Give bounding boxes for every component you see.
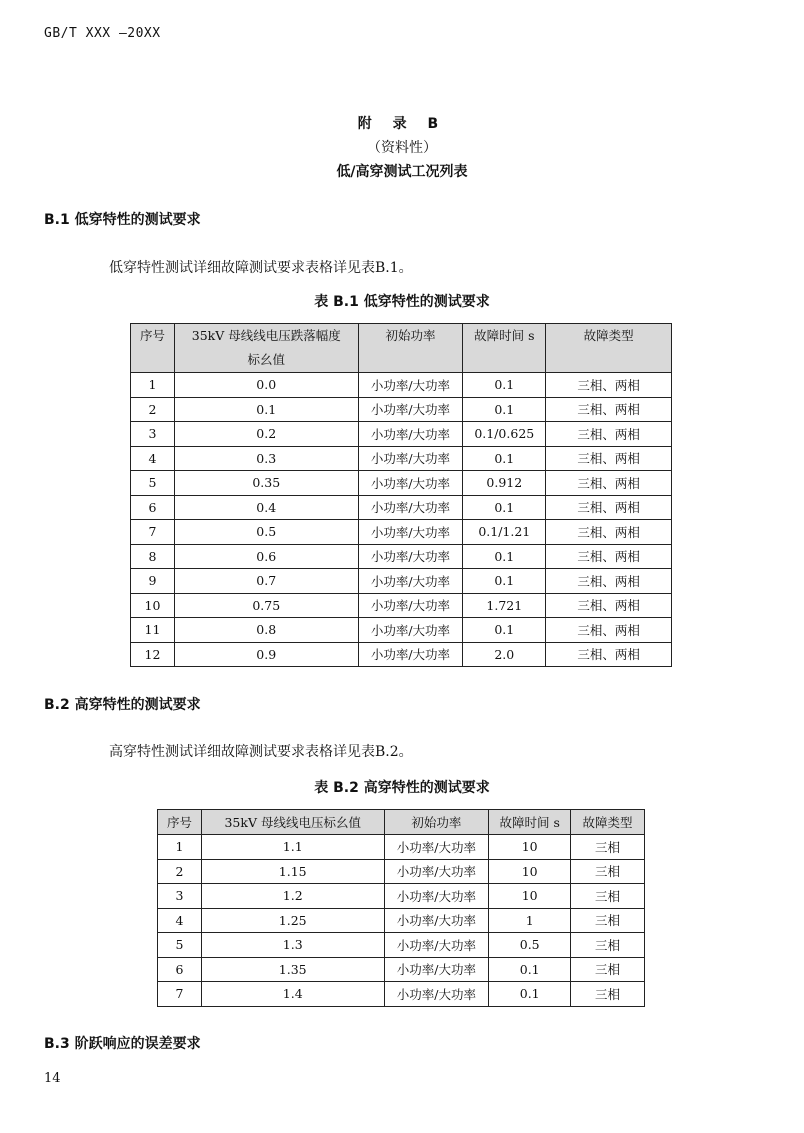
cell: 1 (158, 835, 202, 860)
appendix-name: 低/高穿测试工况列表 (336, 164, 468, 180)
cell: 小功率/大功率 (358, 373, 463, 398)
table-row (131, 593, 672, 618)
cell: 小功率/大功率 (358, 569, 463, 594)
cell: 小功率/大功率 (384, 859, 489, 884)
cell: 1.35 (201, 957, 384, 982)
cell: 7 (131, 520, 175, 545)
cell: 三相 (571, 835, 645, 860)
table-b1 (130, 323, 672, 667)
table-row (131, 471, 672, 496)
cell: 三相、两相 (546, 495, 672, 520)
cell: 三相、两相 (546, 520, 672, 545)
cell: 小功率/大功率 (384, 982, 489, 1007)
cell: 三相 (571, 884, 645, 909)
cell: 小功率/大功率 (358, 446, 463, 471)
table-row (158, 908, 645, 933)
cell: 三相、两相 (546, 618, 672, 643)
cell: 0.1 (463, 373, 546, 398)
cell: 0.3 (174, 446, 358, 471)
table-b2-col-index: 序号 (158, 810, 202, 835)
cell: 小功率/大功率 (384, 908, 489, 933)
cell: 三相 (571, 957, 645, 982)
cell: 4 (158, 908, 202, 933)
cell: 三相、两相 (546, 422, 672, 447)
cell: 2 (131, 397, 175, 422)
cell: 0.1 (489, 982, 571, 1007)
table-row (131, 569, 672, 594)
cell: 三相 (571, 908, 645, 933)
cell: 三相、两相 (546, 569, 672, 594)
cell: 1.2 (201, 884, 384, 909)
table-b1-caption: 表 B.1 低穿特性的测试要求 (314, 294, 490, 310)
cell: 三相 (571, 933, 645, 958)
cell: 3 (131, 422, 175, 447)
cell: 0.1 (463, 618, 546, 643)
section-b3-heading: B.3 阶跃响应的误差要求 (44, 1036, 201, 1052)
cell: 0.1 (489, 957, 571, 982)
table-row (158, 884, 645, 909)
table-row (158, 957, 645, 982)
cell: 0.1 (463, 569, 546, 594)
cell: 0.4 (174, 495, 358, 520)
cell: 5 (131, 471, 175, 496)
cell: 10 (131, 593, 175, 618)
table-b1-col-voltage-drop: 35kV 母线线电压跌落幅度标幺值 (174, 324, 358, 373)
cell: 1.25 (201, 908, 384, 933)
cell: 7 (158, 982, 202, 1007)
cell: 三相、两相 (546, 471, 672, 496)
table-row (131, 618, 672, 643)
cell: 三相 (571, 859, 645, 884)
table-b1-col-fault-time: 故障时间 s (463, 324, 546, 373)
section-b1-paragraph: 低穿特性测试详细故障测试要求表格详见表B.1。 (109, 260, 413, 276)
cell: 0.75 (174, 593, 358, 618)
cell: 0.1/1.21 (463, 520, 546, 545)
cell: 三相、两相 (546, 446, 672, 471)
table-row (131, 642, 672, 667)
cell: 0.0 (174, 373, 358, 398)
cell: 2 (158, 859, 202, 884)
table-row (131, 544, 672, 569)
cell: 小功率/大功率 (358, 544, 463, 569)
cell: 12 (131, 642, 175, 667)
section-b1-heading: B.1 低穿特性的测试要求 (44, 212, 201, 228)
cell: 0.6 (174, 544, 358, 569)
appendix-nature: （资料性） (367, 140, 437, 156)
cell: 6 (131, 495, 175, 520)
cell: 0.2 (174, 422, 358, 447)
table-b2-header-row (158, 810, 645, 835)
cell: 3 (158, 884, 202, 909)
table-row (131, 520, 672, 545)
cell: 小功率/大功率 (358, 618, 463, 643)
cell: 0.1 (463, 544, 546, 569)
cell: 1.4 (201, 982, 384, 1007)
cell: 0.9 (174, 642, 358, 667)
table-b2-caption: 表 B.2 高穿特性的测试要求 (314, 780, 490, 796)
cell: 0.1/0.625 (463, 422, 546, 447)
cell: 10 (489, 835, 571, 860)
cell: 8 (131, 544, 175, 569)
table-row (158, 835, 645, 860)
cell: 1.15 (201, 859, 384, 884)
cell: 0.8 (174, 618, 358, 643)
cell: 0.1 (463, 495, 546, 520)
table-row (158, 982, 645, 1007)
cell: 10 (489, 859, 571, 884)
cell: 小功率/大功率 (358, 397, 463, 422)
cell: 0.7 (174, 569, 358, 594)
table-row (131, 373, 672, 398)
cell: 0.1 (174, 397, 358, 422)
cell: 小功率/大功率 (384, 884, 489, 909)
table-row (131, 397, 672, 422)
cell: 5 (158, 933, 202, 958)
cell: 小功率/大功率 (358, 471, 463, 496)
cell: 小功率/大功率 (384, 933, 489, 958)
cell: 0.5 (489, 933, 571, 958)
cell: 4 (131, 446, 175, 471)
table-row (158, 933, 645, 958)
table-b1-col-initial-power: 初始功率 (358, 324, 463, 373)
cell: 0.1 (463, 397, 546, 422)
cell: 小功率/大功率 (358, 642, 463, 667)
table-b1-header-row (131, 324, 672, 373)
table-b2 (157, 809, 645, 1007)
cell: 0.5 (174, 520, 358, 545)
cell: 11 (131, 618, 175, 643)
table-row (158, 859, 645, 884)
cell: 小功率/大功率 (384, 835, 489, 860)
table-b1-col-index: 序号 (131, 324, 175, 373)
cell: 小功率/大功率 (358, 495, 463, 520)
cell: 小功率/大功率 (384, 957, 489, 982)
table-row (131, 495, 672, 520)
table-b2-col-fault-time: 故障时间 s (489, 810, 571, 835)
section-b2-paragraph: 高穿特性测试详细故障测试要求表格详见表B.2。 (109, 744, 413, 760)
cell: 1 (489, 908, 571, 933)
table-row (131, 422, 672, 447)
cell: 6 (158, 957, 202, 982)
cell: 1.1 (201, 835, 384, 860)
cell: 小功率/大功率 (358, 520, 463, 545)
document-code: GB/T XXX —20XX (44, 26, 161, 41)
cell: 9 (131, 569, 175, 594)
cell: 0.35 (174, 471, 358, 496)
cell: 1.3 (201, 933, 384, 958)
cell: 0.1 (463, 446, 546, 471)
cell: 小功率/大功率 (358, 422, 463, 447)
cell: 1.721 (463, 593, 546, 618)
table-b2-col-fault-type: 故障类型 (571, 810, 645, 835)
cell: 1 (131, 373, 175, 398)
cell: 三相、两相 (546, 593, 672, 618)
cell: 2.0 (463, 642, 546, 667)
table-row (131, 446, 672, 471)
appendix-title: 附 录 B (357, 116, 447, 132)
cell: 三相、两相 (546, 544, 672, 569)
table-b1-col-fault-type: 故障类型 (546, 324, 672, 373)
cell: 0.912 (463, 471, 546, 496)
page-number: 14 (44, 1071, 61, 1086)
cell: 10 (489, 884, 571, 909)
table-b2-col-voltage: 35kV 母线线电压标幺值 (201, 810, 384, 835)
cell: 三相、两相 (546, 642, 672, 667)
section-b2-heading: B.2 高穿特性的测试要求 (44, 697, 201, 713)
cell: 三相 (571, 982, 645, 1007)
table-b2-col-initial-power: 初始功率 (384, 810, 489, 835)
cell: 三相、两相 (546, 373, 672, 398)
cell: 三相、两相 (546, 397, 672, 422)
cell: 小功率/大功率 (358, 593, 463, 618)
